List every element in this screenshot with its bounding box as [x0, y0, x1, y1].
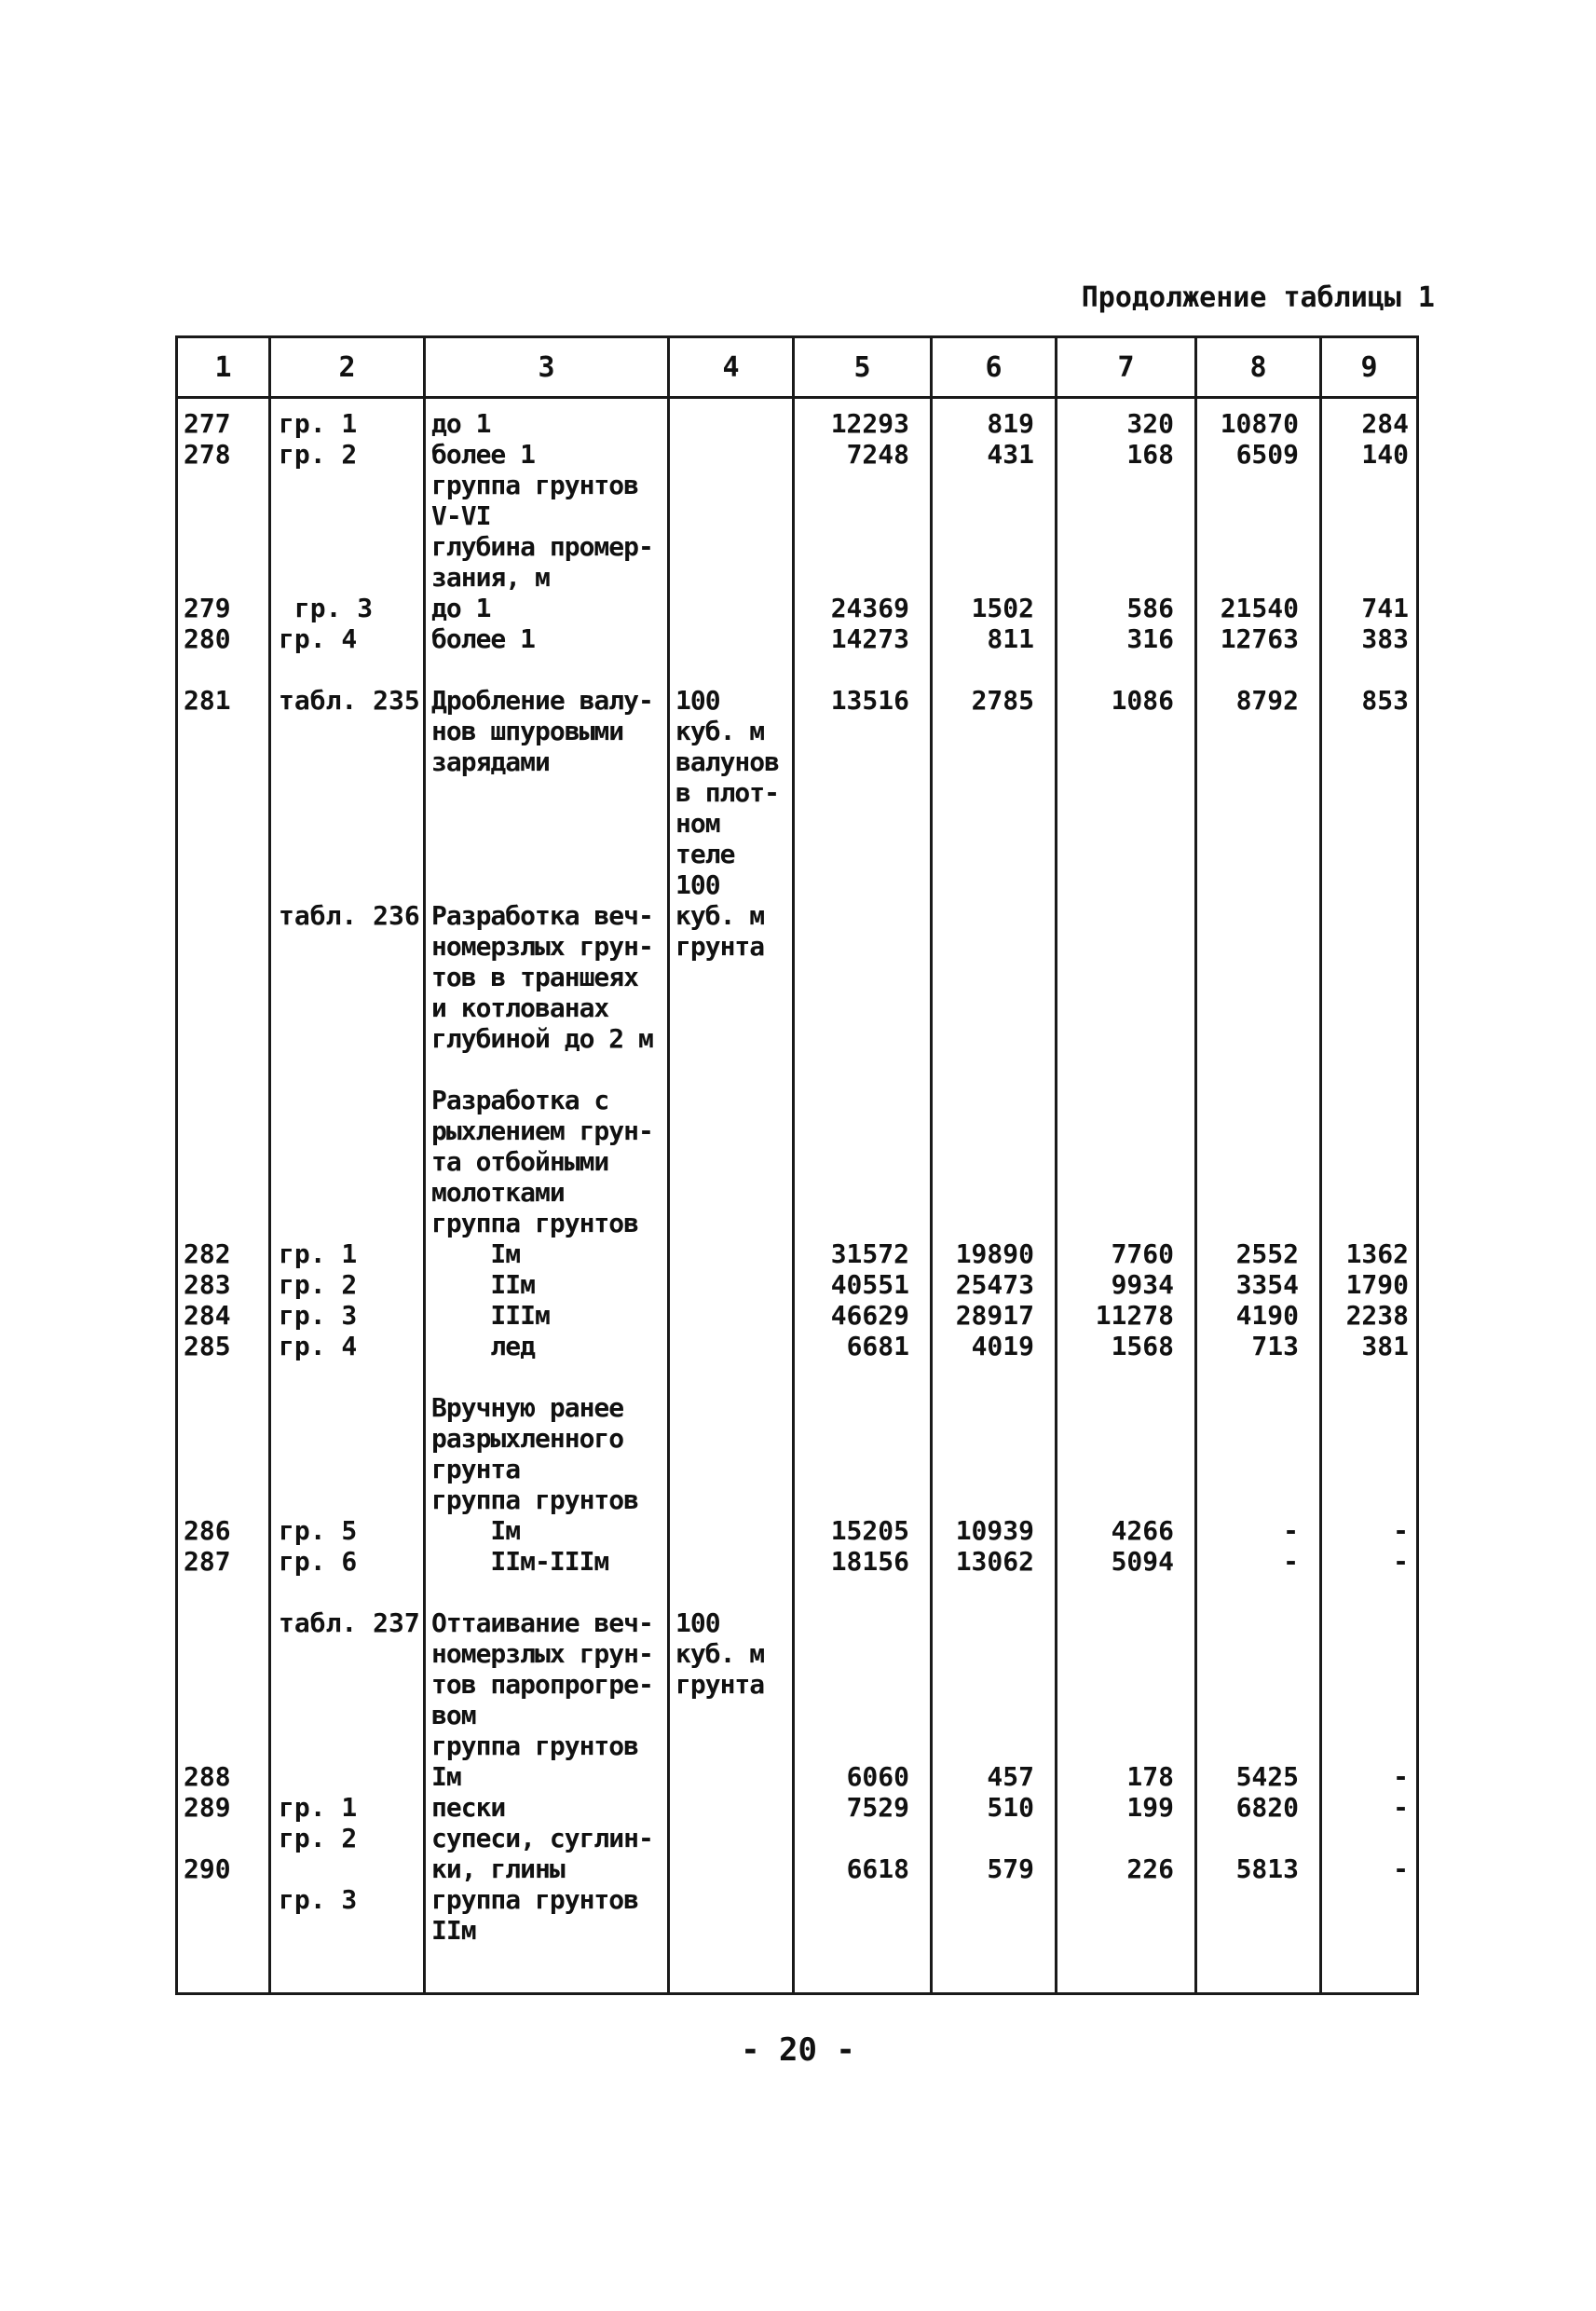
col-5-values: 12293 7248 24369 14273 13516 31572 40551 46629 6681 15205 18156 6060 7529 6618 [794, 398, 932, 1994]
header-col-5: 5 [794, 337, 932, 398]
header-col-9: 9 [1321, 337, 1418, 398]
col-6-values: 819 431 1502 811 2785 19890 25473 28917 4019 10939 13062 457 510 579 [932, 398, 1057, 1994]
data-table [175, 335, 1419, 1995]
header-col-8: 8 [1196, 337, 1321, 398]
col-descriptions: до 1 более 1 группа грунтов V-VI глубина промер- зания, м до 1 более 1 Дробление валу- нов шпуровыми зарядами Разработка веч- номерзлых грун- тов в траншеях и котлованах глубиной до 2 м Разработка с рыхлением грун- та отбойными молотками группа грунтов Iм IIм IIIм лед Вручную ранее разрыхленного грунта группа грунтов Iм IIм-IIIм Оттаивание веч- номерзлых грун- тов паропрогре- вом группа грунтов Iм пески супеси, суглин- ки, глины группа грунтов IIм [425, 398, 669, 1994]
col-7-values: 320 168 586 316 1086 7760 9934 11278 1568 4266 5094 178 199 226 [1057, 398, 1196, 1994]
table-body-row [177, 398, 1418, 1994]
header-col-2: 2 [270, 337, 425, 398]
header-col-7: 7 [1057, 337, 1196, 398]
col-8-values: 10870 6509 21540 12763 8792 2552 3354 4190 713 - - 5425 6820 5813 [1196, 398, 1321, 1994]
col-references: гр. 1 гр. 2 гр. 3 гр. 4 табл. 235 табл. 236 гр. 1 гр. 2 гр. 3 гр. 4 гр. 5 гр. 6 табл. 237 гр. 1 гр. 2 гр. 3 [270, 398, 425, 1994]
table-continuation-caption: Продолжение таблицы 1 [1081, 281, 1435, 314]
col-units: 100 куб. м валунов в плот- ном теле 100 куб. м грунта 100 куб. м грунта [669, 398, 794, 1994]
page-number: - 20 - [741, 2031, 855, 2069]
col-position-numbers: 277 278 279 280 281 282 283 284 285 286 287 288 289 290 [177, 398, 270, 1994]
header-col-1: 1 [177, 337, 270, 398]
header-col-6: 6 [932, 337, 1057, 398]
col-9-values: 284 140 741 383 853 1362 1790 2238 381 - - - - - [1321, 398, 1418, 1994]
header-col-4: 4 [669, 337, 794, 398]
table-header-row [177, 337, 1418, 398]
header-col-3: 3 [425, 337, 669, 398]
